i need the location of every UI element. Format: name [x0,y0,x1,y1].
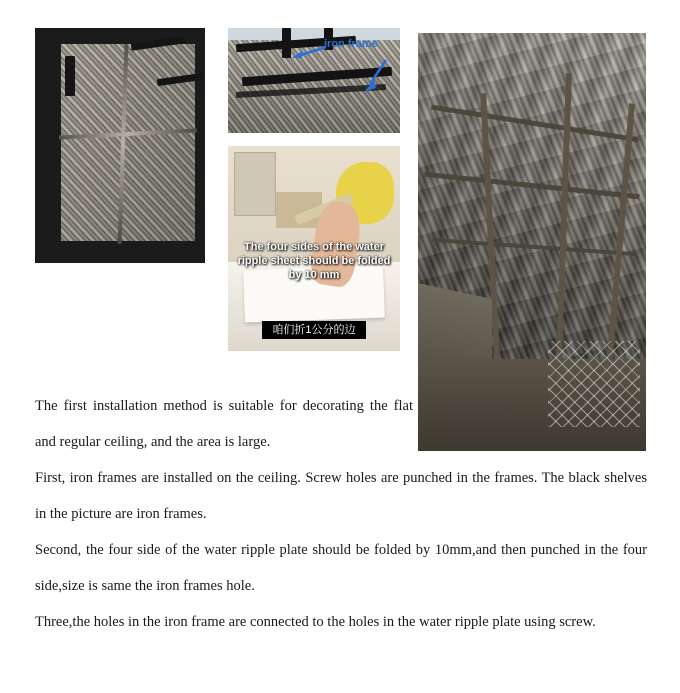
panel-seam-horizontal [59,128,197,139]
callout-label-iron-frame: iron frame [324,38,378,50]
image-caption-english: The four sides of the water ripple sheet should be folded by 10 mm [237,241,391,281]
panel-seam-vertical [118,44,129,244]
callout-arrow-icon-2 [360,58,390,94]
image-folding-demo [228,146,400,351]
paragraph-1: The first installation method is suitable for decorating the flat and regular ceiling, and the area is large. [35,398,413,450]
paragraph-2: First, iron frames are installed on the ceiling. Screw holes are punched in the frames. The black shelves in the picture are iron frames. [35,470,647,522]
iron-rod-3 [65,56,75,96]
frame-bar-bottom [35,241,205,263]
image-ceiling-tile-closeup [35,28,205,263]
iron-frame-bar-3 [282,28,291,58]
paragraph-3: Second, the four side of the water ripple plate should be folded by 10mm,and then punched in the four side,size is same the iron frames hole. [35,542,647,594]
paragraph-4: Three,the holes in the iron frame are connected to the holes in the water ripple plate using screw. [35,614,596,630]
image-caption-chinese: 咱们折1公分的边 [262,321,366,339]
instructions-text [35,388,647,640]
callout-arrow-icon-1 [292,44,328,60]
frame-bar-right [195,28,205,263]
frame-bar-left [35,28,61,263]
demo-door [234,152,276,216]
